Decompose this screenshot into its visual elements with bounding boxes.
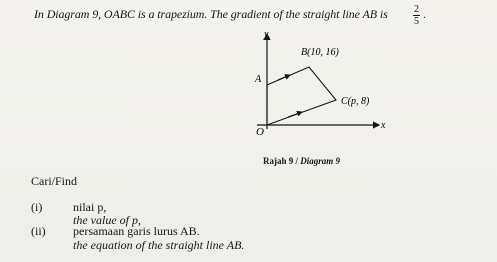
item-i-number: (i) (31, 200, 43, 214)
point-a-label: A (255, 74, 262, 85)
caption-malay: Rajah 9 (263, 156, 294, 166)
point-c-label: C(p, 8) (341, 96, 370, 107)
line-ab-direction-arrow (278, 75, 290, 80)
item-ii-number: (ii) (31, 224, 46, 238)
caption-separator: / (293, 156, 301, 166)
item-i-malay: nilai p, (73, 200, 107, 214)
item-ii-malay: persamaan garis lurus AB. (73, 224, 200, 238)
find-instruction: Cari/Find (31, 174, 78, 188)
item-ii-english: the equation of the straight line AB. (73, 238, 245, 252)
origin-label: O (256, 126, 264, 138)
item-i-english: the value of p, (73, 213, 141, 227)
question-statement: In Diagram 9, OABC is a trapezium. The gradient of the straight line AB is (34, 7, 388, 21)
gradient-numerator: 2 (414, 4, 419, 15)
question-period: . (423, 7, 426, 21)
x-axis-label: x (381, 120, 386, 131)
trapezium-oabc (267, 67, 336, 125)
gradient-fraction (412, 3, 421, 27)
point-b-label: B(10, 16) (301, 47, 339, 58)
y-axis-label: y (264, 29, 269, 40)
line-oc-direction-arrow (288, 112, 302, 117)
caption-english: Diagram 9 (300, 156, 341, 166)
diagram-caption (263, 156, 340, 167)
trapezium-diagram (224, 27, 414, 157)
gradient-denominator: 5 (414, 16, 419, 27)
